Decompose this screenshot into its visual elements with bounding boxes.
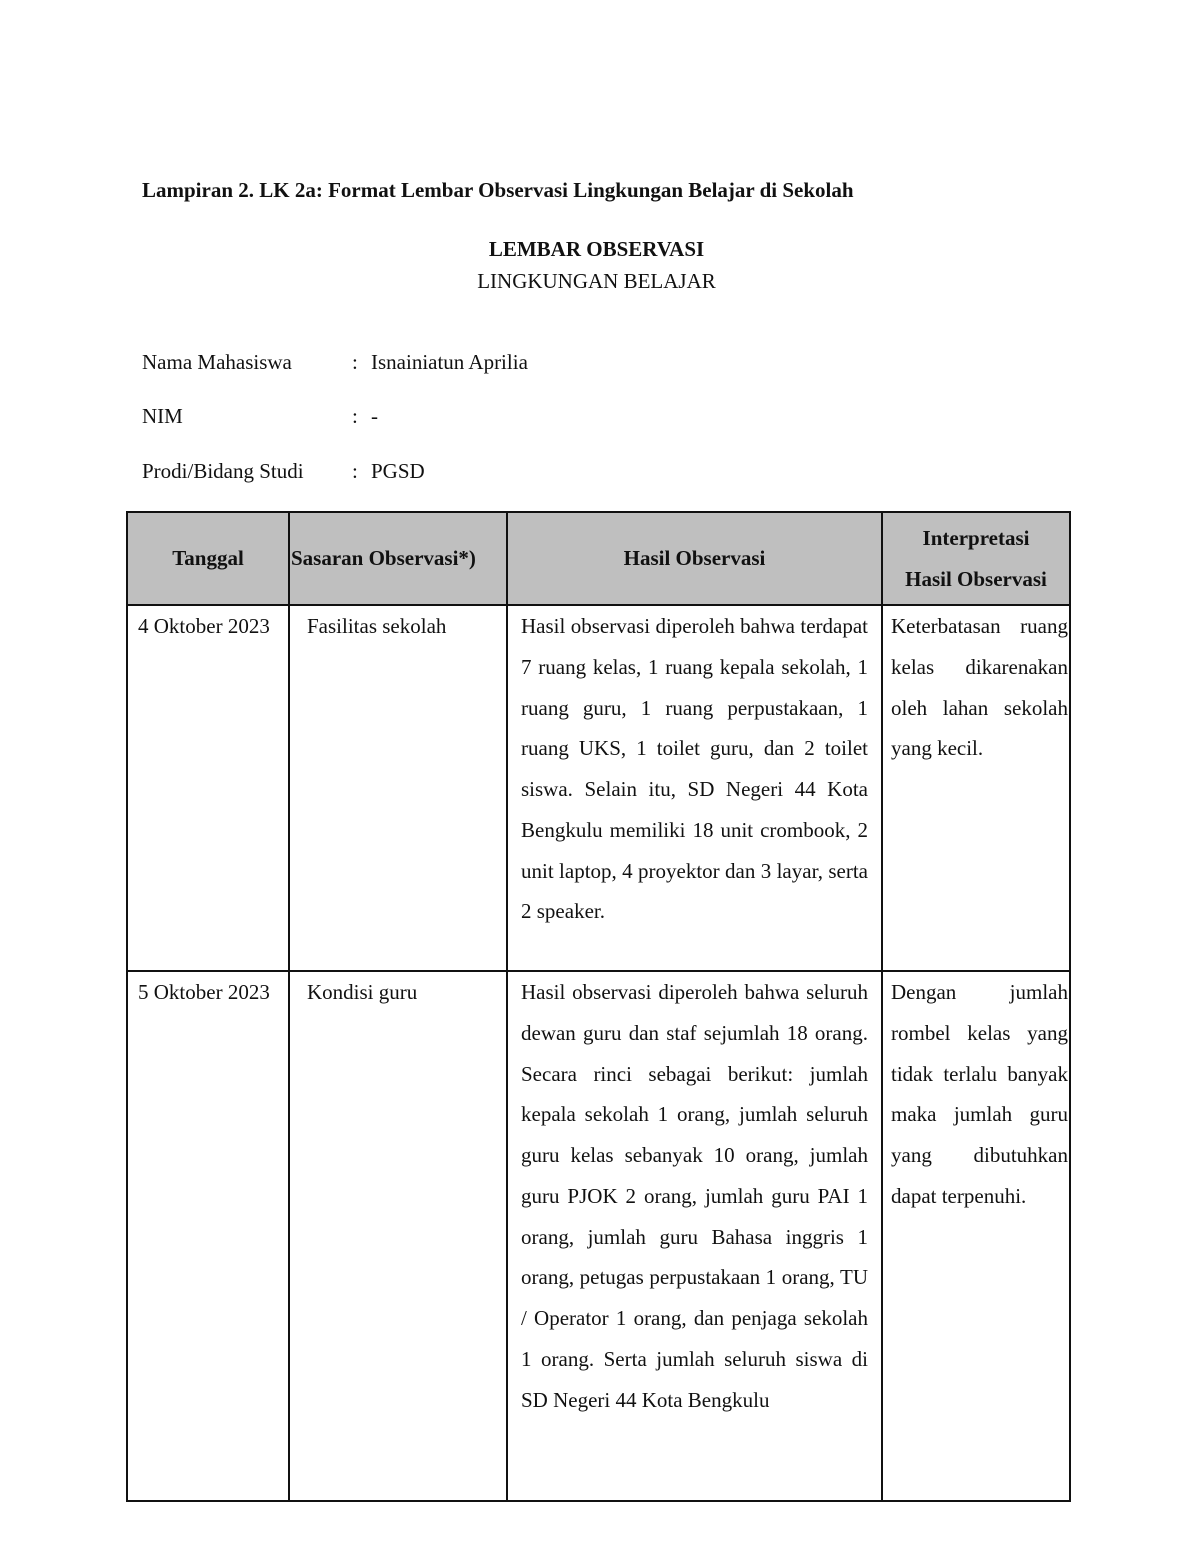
cell-interpretation bbox=[882, 971, 1070, 1501]
header-target: Sasaran Observasi*) bbox=[289, 512, 507, 605]
cell-date bbox=[127, 971, 289, 1501]
cell-interpretation bbox=[882, 605, 1070, 971]
header-date: Tanggal bbox=[127, 512, 289, 605]
interpretation-text: Keterbatasan ruang kelas dikarenakan oleh lahan sekolah yang kecil. bbox=[891, 614, 1068, 761]
table-row bbox=[127, 971, 1070, 1501]
document-subtitle: LINGKUNGAN BELAJAR bbox=[477, 269, 716, 293]
table-row bbox=[127, 605, 1070, 971]
nim-colon: : bbox=[352, 404, 358, 428]
cell-date bbox=[127, 605, 289, 971]
date-text: 4 Oktober 2023 bbox=[138, 614, 270, 638]
cell-target bbox=[289, 605, 507, 971]
attachment-heading: Lampiran 2. LK 2a: Format Lembar Observasi Lingkungan Belajar di Sekolah bbox=[142, 178, 854, 202]
document-title: LEMBAR OBSERVASI bbox=[488, 237, 705, 261]
header-interpretation bbox=[882, 512, 1070, 605]
observation-table bbox=[126, 511, 1071, 1502]
table-header-row bbox=[127, 512, 1070, 605]
date-text: 5 Oktober 2023 bbox=[138, 980, 270, 1004]
cell-result bbox=[507, 605, 882, 971]
result-text: Hasil observasi diperoleh bahwa terdapat 7 ruang kelas, 1 ruang kepala sekolah, 1 ruang guru, 1 ruang perpustakaan, 1 ruang UKS, 1 toilet guru, dan 2 toilet siswa. Selain itu, SD Negeri 44 Kota Bengkulu memiliki 18 unit crombook, 2 unit laptop, 4 proyektor dan 3 layar, serta 2 speaker. bbox=[521, 614, 868, 924]
target-text: Kondisi guru bbox=[307, 980, 418, 1004]
header-interpretation-line2: Hasil Observasi bbox=[905, 566, 1047, 591]
interpretation-text: Dengan jumlah rombel kelas yang tidak terlalu banyak maka jumlah guru yang dibutuhkan dapat terpenuhi. bbox=[891, 980, 1068, 1208]
nim-value: - bbox=[371, 404, 378, 428]
student-name-colon: : bbox=[352, 350, 358, 374]
study-program-label: Prodi/Bidang Studi bbox=[142, 459, 304, 483]
target-text: Fasilitas sekolah bbox=[307, 614, 447, 638]
student-name-label: Nama Mahasiswa bbox=[142, 350, 292, 374]
result-text: Hasil observasi diperoleh bahwa seluruh dewan guru dan staf sejumlah 18 orang. Secara rinci sebagai berikut: jumlah kepala sekolah 1 orang, jumlah seluruh guru kelas sebanyak 10 orang, jumlah guru PJOK 2 orang, jumlah guru PAI 1 orang, jumlah guru Bahasa inggris 1 orang, petugas perpustakaan 1 orang, TU / Operator 1 orang, dan penjaga sekolah 1 orang. Serta jumlah seluruh siswa di SD Negeri 44 Kota Bengkulu bbox=[521, 980, 868, 1412]
header-interpretation-line1: Interpretasi bbox=[922, 525, 1030, 550]
study-program-value: PGSD bbox=[371, 459, 425, 483]
student-name-value: Isnainiatun Aprilia bbox=[371, 350, 528, 374]
cell-target bbox=[289, 971, 507, 1501]
nim-label: NIM bbox=[142, 404, 183, 428]
cell-result bbox=[507, 971, 882, 1501]
study-program-colon: : bbox=[352, 459, 358, 483]
header-result: Hasil Observasi bbox=[507, 512, 882, 605]
